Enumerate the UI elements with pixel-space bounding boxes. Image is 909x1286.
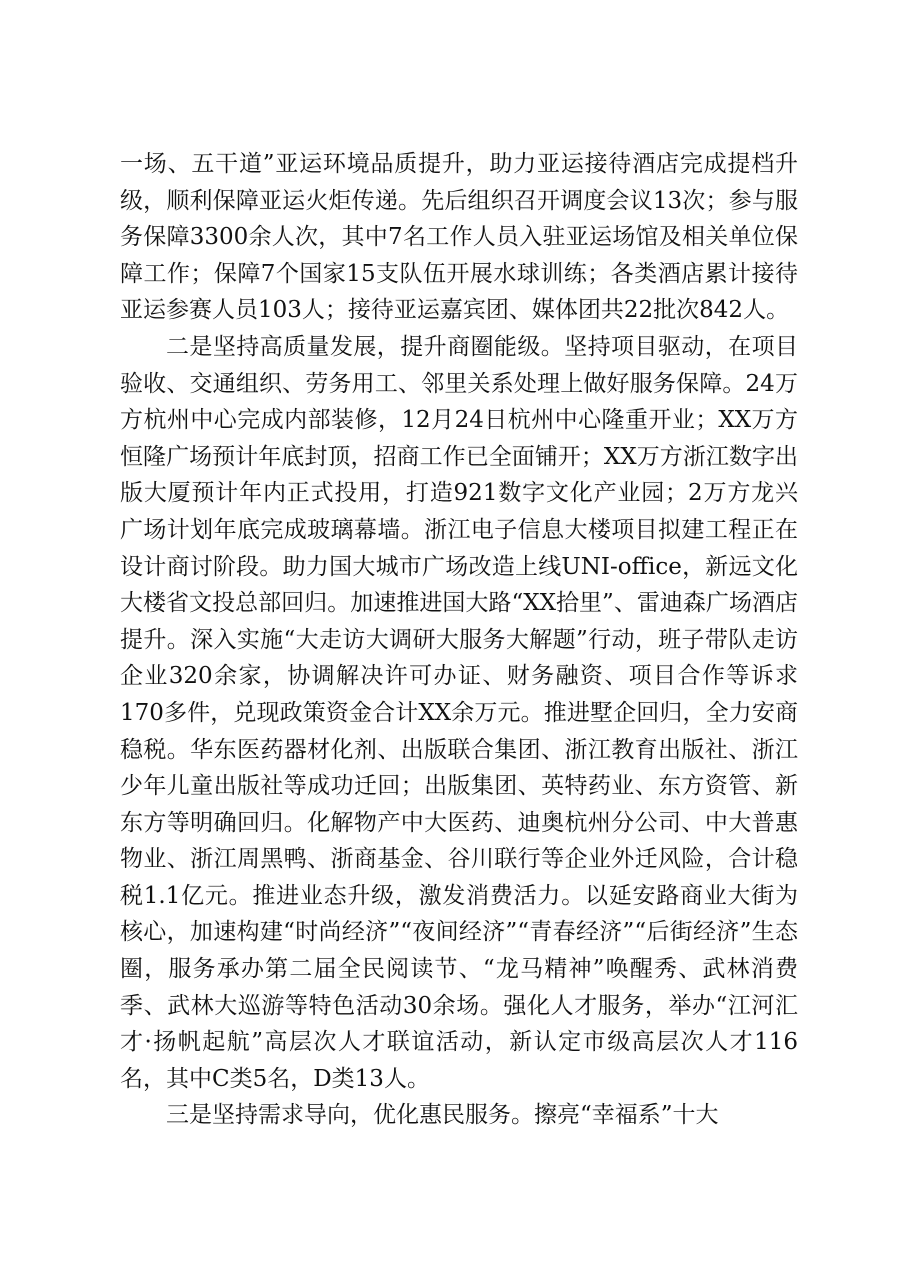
paragraph-high-quality-development: 二是坚持高质量发展，提升商圈能级。坚持项目驱动，在项目验收、交通组织、劳务用工、邻里关系处理上做好服务保障。24万方杭州中心完成内部装修，12月24日杭州中心隆重开业；XX万方恒隆广场预计年底封顶，招商工作已全面铺开；XX万方浙江数字出版大厦预计年内正式投用，打造921数字文化产业园；2万方龙兴广场计划年底完成玻璃幕墙。浙江电子信息大楼项目拟建工程正在设计商讨阶段。助力国大城市广场改造上线UNI-office，新远文化大楼省文投总部回归。加速推进国大路“XX拾里”、雷迪森广场酒店提升。深入实施“大走访大调研大服务大解题”行动，班子带队走访企业320余家，协调解决许可办证、财务融资、项目合作等诉求170多件，兑现政策资金合计XX余万元。推进墅企回归，全力安商稳税。华东医药器材化剂、出版联合集团、浙江教育出版社、浙江少年儿童出版社等成功迁回；出版集团、英特药业、东方资管、新东方等明确回归。化解物产中大医药、迪奥杭州分公司、中大普惠物业、浙江周黑鸭、浙商基金、谷川联行等企业外迁风险，合计稳税1.1亿元。推进业态升级，激发消费活力。以延安路商业大街为核心，加速构建“时尚经济”“夜间经济”“青春经济”“后街经济”生态圈，服务承办第二届全民阅读节、“龙马精神”唤醒秀、武林消费季、武林大巡游等特色活动30余场。强化人才服务，举办“江河汇才·扬帆起航”高层次人才联谊活动，新认定市级高层次人才116名，其中C类5名，D类13人。 (120, 333, 798, 1092)
document-body (120, 146, 798, 1134)
paragraph-continuation: 一场、五干道”亚运环境品质提升，助力亚运接待酒店完成提档升级，顺利保障亚运火炬传递。先后组织召开调度会议13次；参与服务保障3300余人次，其中7名工作人员入驻亚运场馆及相关单位保障工作；保障7个国家15支队伍开展水球训练；各类酒店累计接待亚运参赛人员103人；接待亚运嘉宾团、媒体团共22批次842人。 (120, 151, 798, 324)
paragraph-demand-oriented: 三是坚持需求导向，优化惠民服务。擦亮“幸福系”十大 (166, 1102, 719, 1129)
